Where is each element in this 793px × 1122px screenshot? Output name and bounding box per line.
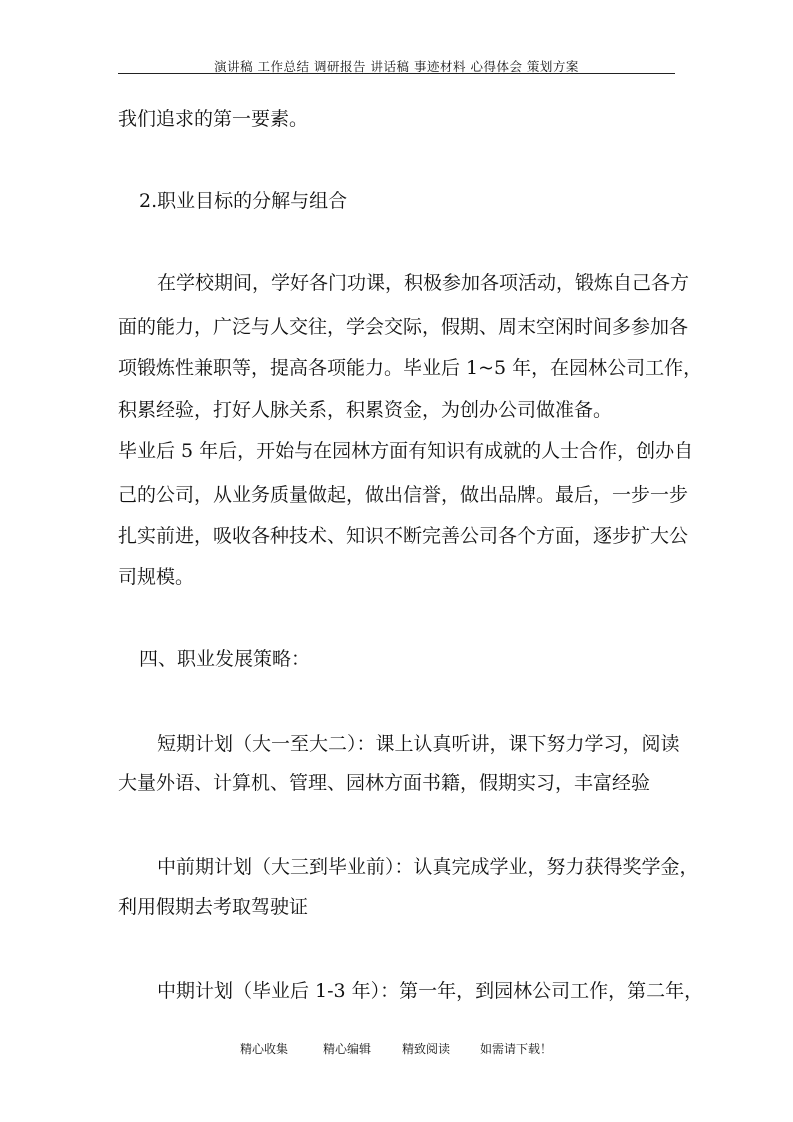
paragraph-line: 项锻炼性兼职等，提高各项能力。毕业后 1~5 年，在园林公司工作， <box>118 357 703 379</box>
paragraph-line: 积累经验，打好人脉关系，积累资金，为创办公司做准备。 <box>118 399 613 421</box>
header-divider <box>118 73 675 74</box>
footer-item: 精心收集 <box>240 1042 289 1056</box>
paragraph-line: 己的公司，从业务质量做起，做出信誉，做出品牌。最后，一步一步 <box>118 484 689 506</box>
section-heading: 2.职业目标的分解与组合 <box>139 190 348 212</box>
footer-item: 如需请下载！ <box>480 1042 553 1056</box>
section-heading: 四、职业发展策略： <box>139 648 311 670</box>
paragraph-line: 短期计划（大一至大二）：课上认真听讲，课下努力学习，阅读 <box>157 733 680 755</box>
footer-item: 精心编辑 <box>323 1042 372 1056</box>
paragraph-line: 中前期计划（大三到毕业前）：认真完成学业，努力获得奖学金， <box>157 856 699 878</box>
paragraph-line: 面的能力，广泛与人交往，学会交际，假期、周末空闲时间多参加各 <box>118 316 689 338</box>
paragraph-line: 大量外语、计算机、管理、园林方面书籍，假期实习，丰富经验 <box>118 772 651 794</box>
header-categories: 演讲稿 工作总结 调研报告 讲话稿 事迹材料 心得体会 策划方案 <box>214 59 579 74</box>
paragraph-line: 扎实前进，吸收各种技术、知识不断完善公司各个方面，逐步扩大公 <box>118 525 689 547</box>
paragraph-line: 毕业后 5 年后，开始与在园林方面有知识有成就的人士合作，创办自 <box>118 440 694 462</box>
footer-item: 精致阅读 <box>402 1042 451 1056</box>
paragraph-line: 利用假期去考取驾驶证 <box>118 896 309 918</box>
paragraph-line: 我们追求的第一要素。 <box>118 108 309 130</box>
paragraph-line: 司规模。 <box>118 566 195 588</box>
paragraph-line: 中期计划（毕业后 1-3 年）：第一年，到园林公司工作，第二年， <box>157 980 704 1002</box>
paragraph-line: 在学校期间，学好各门功课，积极参加各项活动，锻炼自己各方 <box>157 272 690 294</box>
